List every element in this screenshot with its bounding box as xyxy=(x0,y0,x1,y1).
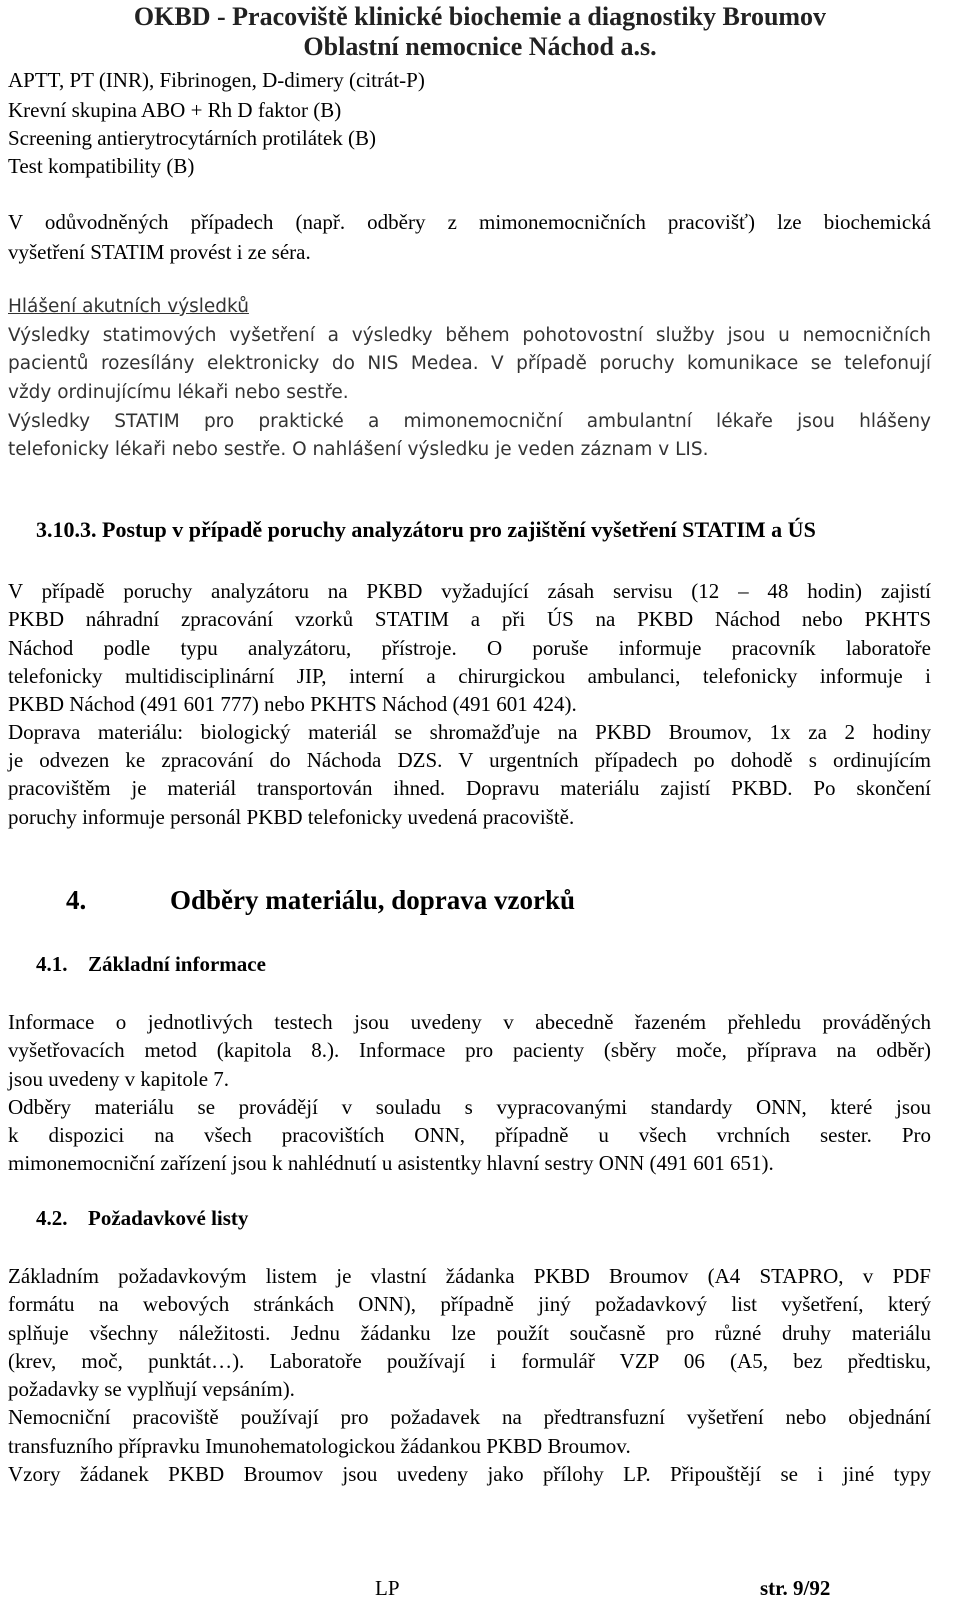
section-3-10-3-line: Doprava materiálu: biologický materiál se shromažďuje na PKBD Broumov, 1x za 2 hodiny xyxy=(8,720,931,744)
serum-note-line: V odůvodněných případech (např. odběry z mimonemocničních pracovišť) lze biochemická xyxy=(8,210,931,234)
reporting-paragraph-line: vždy ordinujícímu lékaři nebo sestře. xyxy=(8,382,349,403)
reporting-paragraph-line: Výsledky statimových vyšetření a výsledky během pohotovostní služby jsou u nemocničních xyxy=(8,325,931,346)
reporting-paragraph-line: telefonicky lékaři nebo sestře. O nahlášení výsledku je veden záznam v LIS. xyxy=(8,439,709,460)
section-4-2-line: Nemocniční pracoviště používají pro požadavek na předtransfuzní vyšetření nebo objednání xyxy=(8,1405,931,1429)
section-4-number: 4. xyxy=(66,885,87,915)
section-4-1-line: Odběry materiálu se provádějí v souladu s vypracovanými standardy ONN, které jsou xyxy=(8,1095,931,1119)
statim-list-item: Screening antierytrocytárních protilátek (B) xyxy=(8,126,376,150)
statim-list-item: Test kompatibility (B) xyxy=(8,154,195,178)
header-lab-name: OKBD - Pracoviště klinické biochemie a diagnostiky Broumov xyxy=(133,2,827,31)
statim-list-item: APTT, PT (INR), Fibrinogen, D-dimery (citrát-P) xyxy=(8,68,425,92)
section-3-10-3-line: je odvezen ke zpracování do Náchoda DZS. V urgentních případech po dohodě s ordinujícím xyxy=(8,748,931,772)
section-3-10-3-line: PKBD náhradní zpracování vzorků STATIM a při ÚS na PKBD Náchod nebo PKHTS xyxy=(8,607,931,631)
statim-list-item: Krevní skupina ABO + Rh D faktor (B) xyxy=(8,98,342,122)
section-4-1-line: k dispozici na všech pracovištích ONN, případně u všech vrchních sester. Pro xyxy=(8,1123,931,1147)
section-4-1-number: 4.1. xyxy=(36,952,68,976)
section-4-2-number: 4.2. xyxy=(36,1206,68,1230)
section-4-1-line: Informace o jednotlivých testech jsou uvedeny v abecedně řazeném přehledu prováděných xyxy=(8,1010,931,1034)
section-4-2-line: transfuzního přípravku Imunohematologickou žádankou PKBD Broumov. xyxy=(8,1434,631,1458)
section-4-1-line: vyšetřovacích metod (kapitola 8.). Informace pro pacienty (sběry moče, příprava na odběr) xyxy=(8,1038,931,1062)
section-3-10-3-line: PKBD Náchod (491 601 777) nebo PKHTS Náchod (491 601 424). xyxy=(8,692,577,716)
section-4-2-line: (krev, moč, punktát…). Laboratoře používají i formulář VZP 06 (A5, bez předtisku, xyxy=(8,1349,931,1373)
reporting-paragraph-line: pacientů rozesílány elektronicky do NIS Medea. V případě poruchy komunikace se telefonují xyxy=(8,353,931,374)
section-4-2-line: splňuje všechny náležitosti. Jednu žádanku lze použít současně pro různé druhy materiálu xyxy=(8,1321,931,1345)
section-4-2-line: požadavky se vyplňují vepsáním). xyxy=(8,1377,295,1401)
section-4-1-line: jsou uvedeny v kapitole 7. xyxy=(8,1067,230,1091)
section-3-10-3-line: telefonicky multidisciplinární JIP, interní a chirurgickou ambulanci, telefonicky informuje i xyxy=(8,664,931,688)
section-3-10-3-line: V případě poruchy analyzátoru na PKBD vyžadující zásah servisu (12 – 48 hodin) zajistí xyxy=(8,579,931,603)
section-4-2-line: Základním požadavkovým listem je vlastní žádanka PKBD Broumov (A4 STAPRO, v PDF xyxy=(8,1264,931,1288)
section-4-title: Odběry materiálu, doprava vzorků xyxy=(170,885,575,915)
reporting-paragraph-line: Výsledky STATIM pro praktické a mimonemocniční ambulantní lékaře jsou hlášeny xyxy=(8,411,931,432)
serum-note-line: vyšetření STATIM provést i ze séra. xyxy=(8,240,311,264)
section-3-10-3-line: pracovištěm je materiál transportován ihned. Dopravu materiálu zajistí PKBD. Po skončení xyxy=(8,776,931,800)
section-3-10-3-heading: 3.10.3. Postup v případě poruchy analyzátoru pro zajištění vyšetření STATIM a ÚS xyxy=(36,517,816,542)
reporting-title: Hlášení akutních výsledků xyxy=(8,296,249,317)
section-4-2-line: Vzory žádanek PKBD Broumov jsou uvedeny jako přílohy LP. Připouštějí se i jiné typy xyxy=(8,1462,931,1486)
section-4-1-title: Základní informace xyxy=(88,952,266,976)
section-3-10-3-line: poruchy informuje personál PKBD telefonicky uvedená pracoviště. xyxy=(8,805,575,829)
footer-document-code: LP xyxy=(375,1576,400,1600)
header-hospital-name: Oblastní nemocnice Náchod a.s. xyxy=(303,32,657,61)
footer-page-number: str. 9/92 xyxy=(760,1576,831,1600)
section-4-2-title: Požadavkové listy xyxy=(88,1206,249,1230)
section-3-10-3-line: Náchod podle typu analyzátoru, přístroje. O poruše informuje pracovník laboratoře xyxy=(8,636,931,660)
section-4-2-line: formátu na webových stránkách ONN), případně jiný požadavkový list vyšetření, který xyxy=(8,1292,931,1316)
section-4-1-line: mimonemocniční zařízení jsou k nahlédnutí u asistentky hlavní sestry ONN (491 601 651). xyxy=(8,1151,774,1175)
